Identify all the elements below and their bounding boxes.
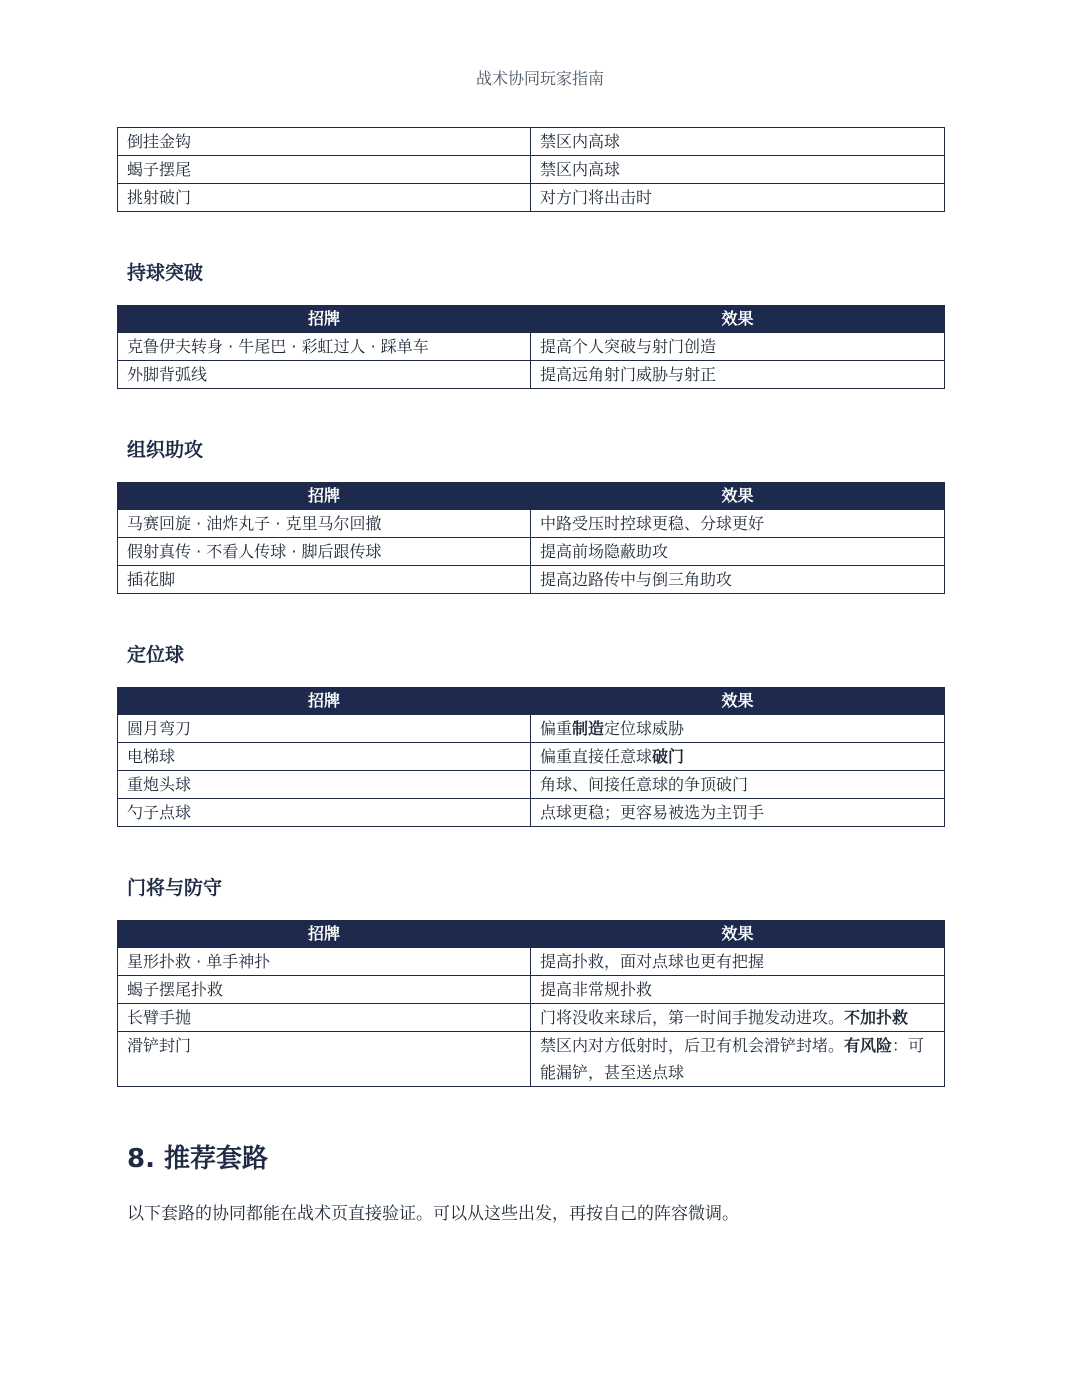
effect-cell: 提高前场隐蔽助攻 [531, 538, 945, 566]
document-body [117, 127, 944, 1226]
effect-cell: 禁区内高球 [531, 128, 945, 156]
skill-cell: 蝎子摆尾扑救 [118, 976, 531, 1004]
skill-cell: 圆月弯刀 [118, 715, 531, 743]
table-row [118, 799, 945, 827]
effect-text: 禁区内对方低射时，后卫有机会滑铲封堵。 [540, 1036, 845, 1055]
column-header-effect: 效果 [531, 306, 945, 333]
table-header-row [118, 921, 945, 948]
effect-text: 提高扑救，面对点球也更有把握 [540, 952, 765, 971]
effect-text: 定位球威胁 [604, 719, 685, 738]
goalkeeper-table [117, 920, 945, 1087]
table-row [118, 156, 945, 184]
column-header-skill: 招牌 [118, 306, 531, 333]
section-heading-setpiece: 定位球 [127, 644, 185, 666]
chapter-intro: 以下套路的协同都能在战术页直接验证。可以从这些出发，再按自己的阵容微调。 [127, 1204, 739, 1224]
skill-cell: 假射真传 · 不看人传球 · 脚后跟传球 [118, 538, 531, 566]
effect-emphasis: 破门 [652, 747, 685, 766]
effect-text: 点球更稳；更容易被选为主罚手 [540, 803, 765, 822]
dribble-table [117, 305, 945, 389]
effect-cell [531, 715, 945, 743]
effect-text: 提高非常规扑救 [540, 980, 653, 999]
table-row [118, 771, 945, 799]
table-row [118, 715, 945, 743]
table-row [118, 1004, 945, 1032]
effect-text: 偏重直接任意球 [540, 747, 653, 766]
table-row [118, 566, 945, 594]
skill-cell: 星形扑救 · 单手神扑 [118, 948, 531, 976]
effect-cell [531, 771, 945, 799]
skill-cell: 滑铲封门 [118, 1032, 531, 1087]
setpiece-table [117, 687, 945, 827]
section-heading-assist: 组织助攻 [127, 439, 204, 461]
skill-cell: 外脚背弧线 [118, 361, 531, 389]
effect-text: ：可能漏铲，甚至送点球 [540, 1036, 925, 1082]
column-header-effect: 效果 [531, 688, 945, 715]
effect-text: 角球、间接任意球的争顶破门 [540, 775, 749, 794]
table-row [118, 976, 945, 1004]
column-header-effect: 效果 [531, 483, 945, 510]
table-row [118, 128, 945, 156]
skill-cell: 挑射破门 [118, 184, 531, 212]
table-row [118, 1032, 945, 1087]
effect-text: 门将没收来球后，第一时间手抛发动进攻。 [540, 1008, 845, 1027]
effect-emphasis: 有风险 [844, 1036, 893, 1055]
effect-cell: 中路受压时控球更稳、分球更好 [531, 510, 945, 538]
effect-emphasis: 不加扑救 [844, 1008, 909, 1027]
skill-cell: 重炮头球 [118, 771, 531, 799]
assist-table [117, 482, 945, 594]
page-header: 战术协同玩家指南 [475, 69, 604, 88]
effect-text: 偏重 [540, 719, 573, 738]
column-header-effect: 效果 [531, 921, 945, 948]
section-heading-goalkeeper: 门将与防守 [127, 877, 223, 899]
skill-cell: 克鲁伊夫转身 · 牛尾巴 · 彩虹过人 · 踩单车 [118, 333, 531, 361]
table-row [118, 743, 945, 771]
effect-cell: 禁区内高球 [531, 156, 945, 184]
effect-cell [531, 799, 945, 827]
column-header-skill: 招牌 [118, 921, 531, 948]
skill-cell: 蝎子摆尾 [118, 156, 531, 184]
skill-cell: 长臂手抛 [118, 1004, 531, 1032]
table-row [118, 510, 945, 538]
effect-cell [531, 1004, 945, 1032]
effect-cell: 提高个人突破与射门创造 [531, 333, 945, 361]
effect-cell [531, 743, 945, 771]
column-header-skill: 招牌 [118, 483, 531, 510]
table-row [118, 184, 945, 212]
table-row [118, 948, 945, 976]
table-header-row [118, 688, 945, 715]
skill-cell: 勺子点球 [118, 799, 531, 827]
continuation-table [117, 127, 945, 212]
effect-cell: 提高边路传中与倒三角助攻 [531, 566, 945, 594]
effect-emphasis: 制造 [572, 719, 605, 738]
skill-cell: 倒挂金钩 [118, 128, 531, 156]
effect-cell [531, 976, 945, 1004]
effect-cell [531, 1032, 945, 1087]
table-header-row [118, 306, 945, 333]
section-heading-dribble: 持球突破 [127, 262, 204, 284]
column-header-skill: 招牌 [118, 688, 531, 715]
skill-cell: 插花脚 [118, 566, 531, 594]
effect-cell: 对方门将出击时 [531, 184, 945, 212]
chapter-heading: 8. 推荐套路 [127, 1144, 269, 1174]
skill-cell: 马赛回旋 · 油炸丸子 · 克里马尔回撤 [118, 510, 531, 538]
table-row [118, 538, 945, 566]
table-row [118, 333, 945, 361]
table-row [118, 361, 945, 389]
skill-cell: 电梯球 [118, 743, 531, 771]
effect-cell: 提高远角射门威胁与射正 [531, 361, 945, 389]
table-header-row [118, 483, 945, 510]
effect-cell [531, 948, 945, 976]
